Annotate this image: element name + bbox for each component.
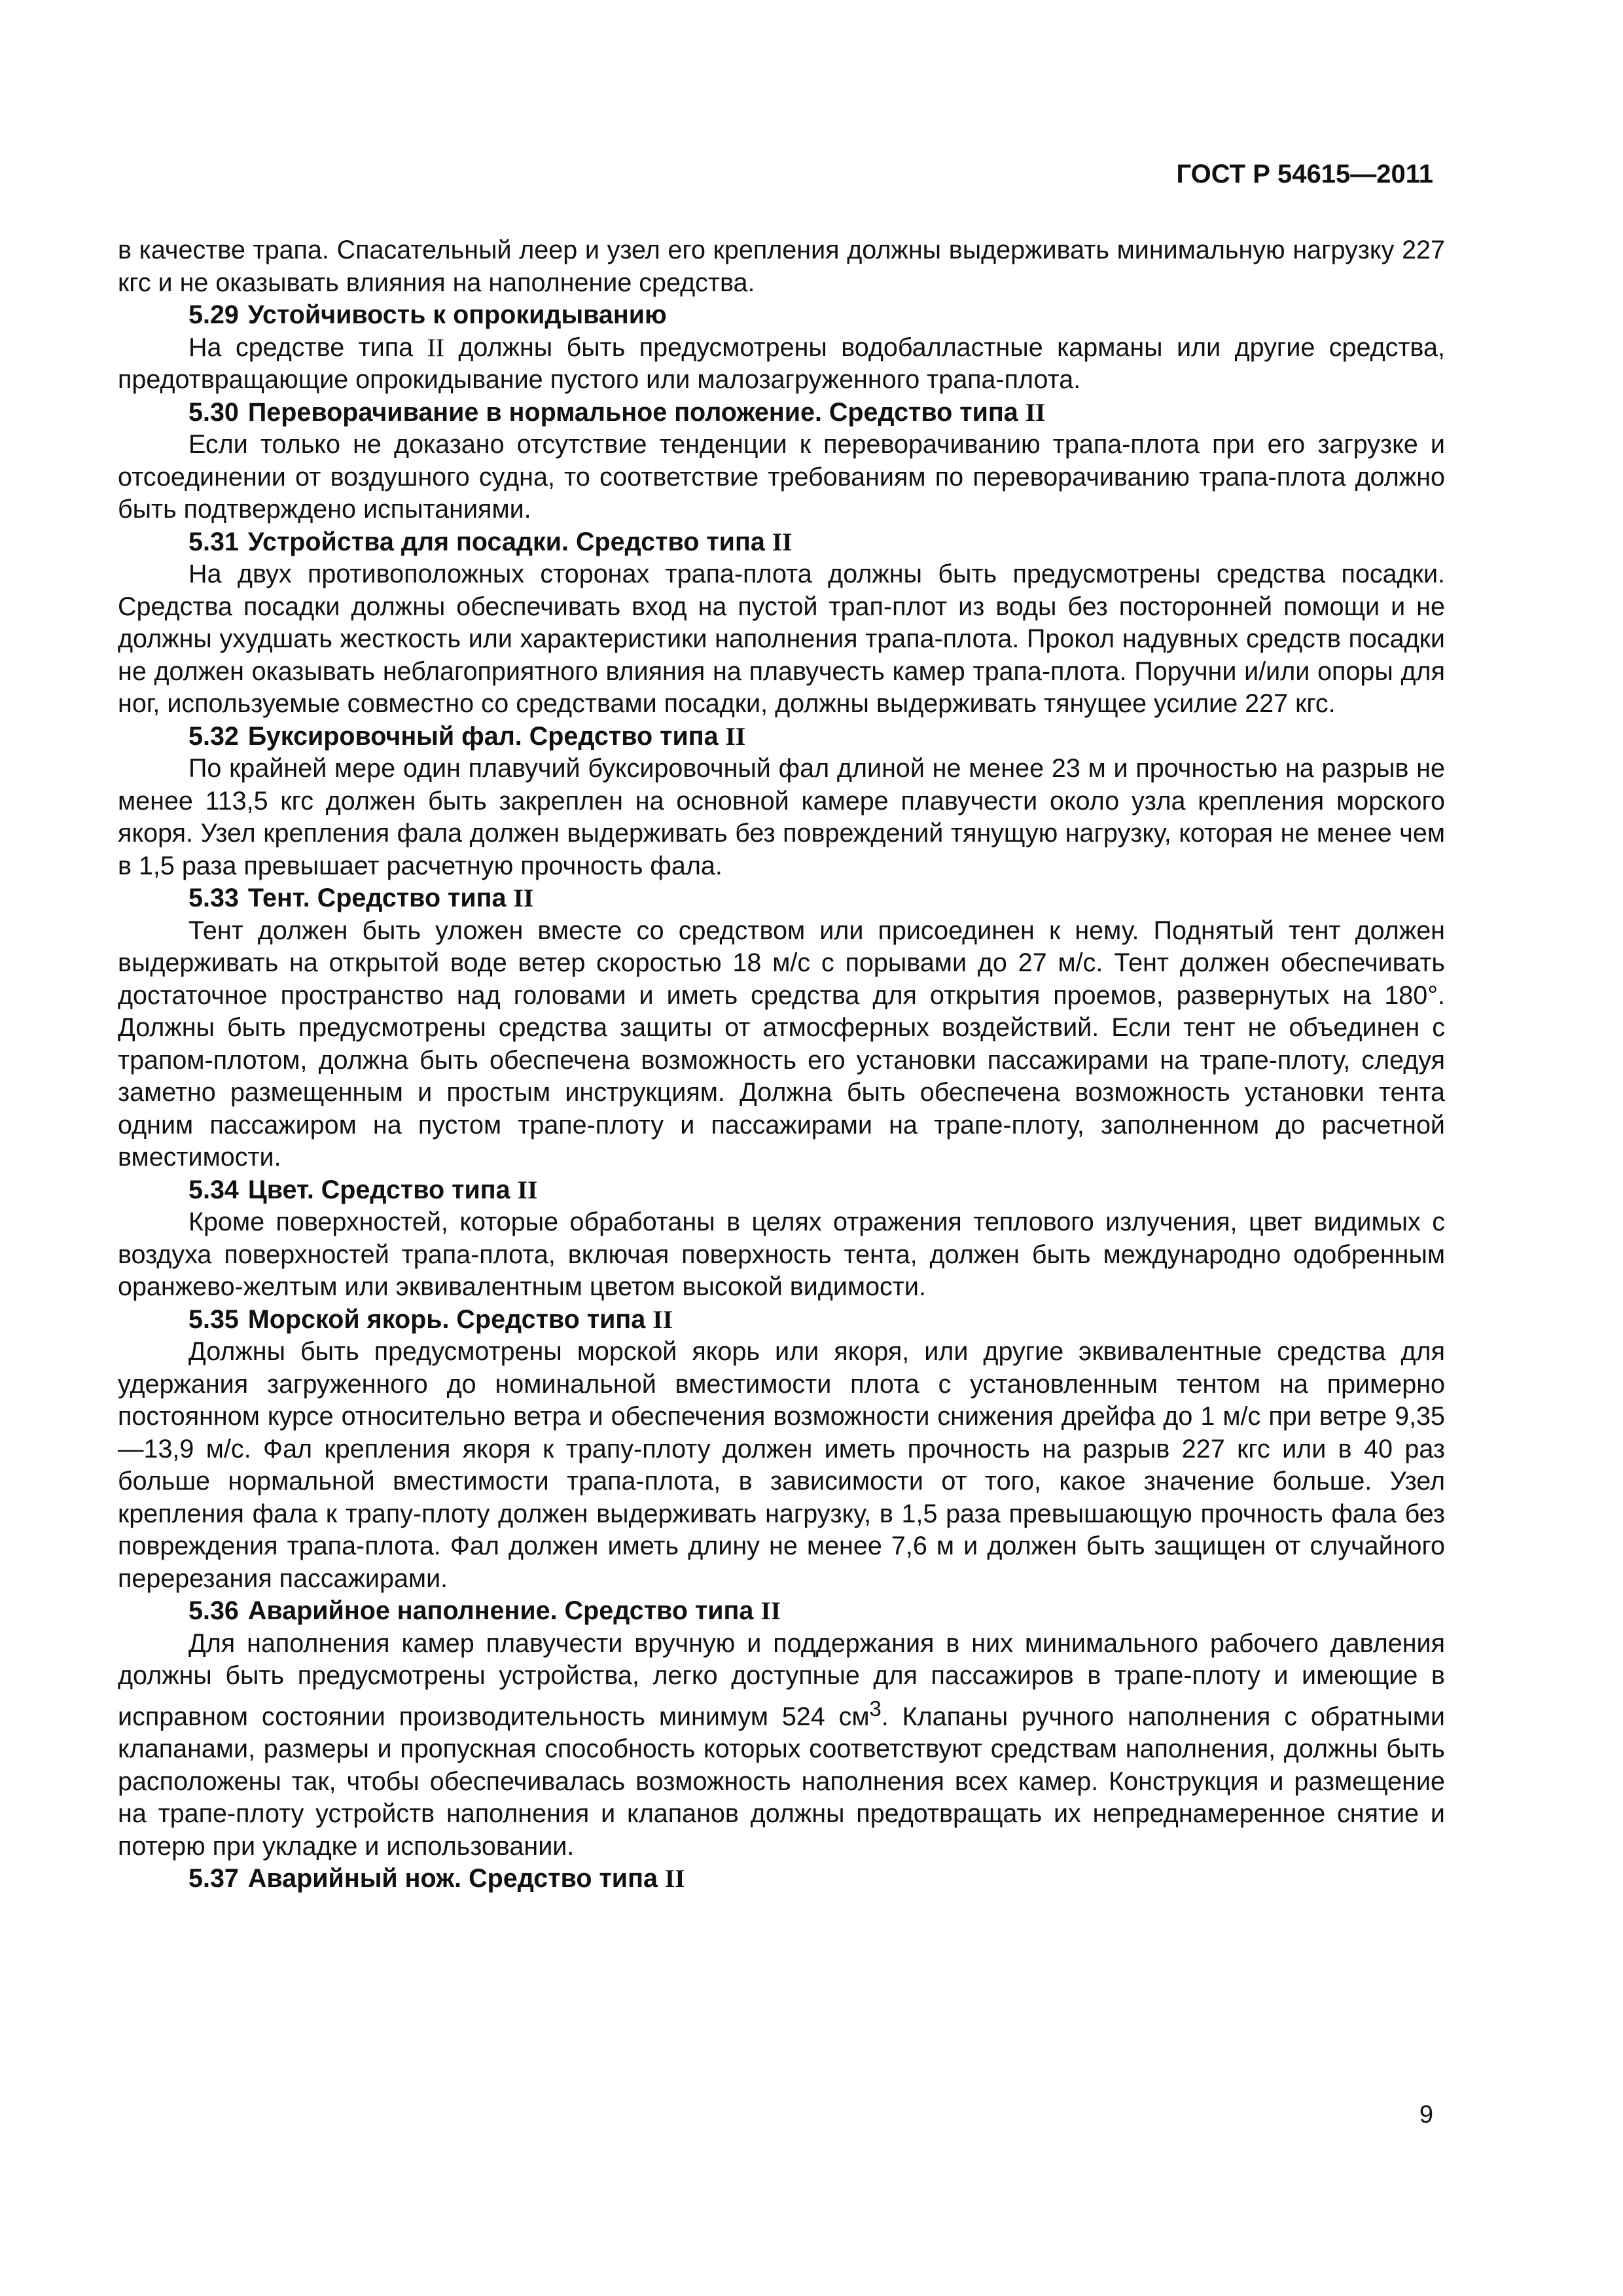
- section-title: Устройства для посадки. Средство типа: [247, 527, 765, 556]
- section-5-34-heading: [118, 1174, 1445, 1207]
- section-title: Устойчивость к опрокидыванию: [247, 300, 667, 329]
- section-number: 5.33: [188, 884, 239, 912]
- paragraph-text: На средстве типа: [188, 332, 427, 362]
- section-5-36-heading: [118, 1595, 1445, 1628]
- section-number: 5.34: [188, 1175, 239, 1204]
- paragraph-text: Для наполнения камер плавучести вручную и поддержания в них минимального рабочего давления должны быть предусмотрены устройства, легко доступные для пассажиров в трапе-плоту и имеющие в исправном состоянии производительность минимум 524 см: [118, 1628, 1445, 1731]
- section-5-35-heading: [118, 1304, 1445, 1336]
- page-number: 9: [1419, 2101, 1433, 2128]
- section-5-32-heading: [118, 721, 1445, 753]
- section-5-33-heading: [118, 882, 1445, 915]
- document-body: [118, 234, 1445, 1895]
- superscript: 3: [869, 1696, 882, 1721]
- section-5-33-paragraph: Тент должен быть уложен вместе со средством или присоединен к нему. Поднятый тент должен выдерживать на открытой воде ветер скоростью 18 м/с с порывами до 27 м/с. Тент должен обеспечивать достаточное пространство над головами и иметь средства для открытия проемов, развернутых на 180°. Должны быть предусмотрены средства защиты от атмосферных воздействий. Если тент не объединен с трапом-плотом, должна быть обеспечена возможность его установки пассажирами на трапе-плоту, следуя заметно размещенным и простым инструкциям. Должна быть обеспечена возможность установки тента одним пассажиром на пустом трапе-плоту и пассажирами на трапе-плоту, заполненном до расчетной вместимости.: [118, 916, 1445, 1172]
- document-standard-id: ГОСТ Р 54615—2011: [1176, 160, 1433, 188]
- roman-type-label: II: [772, 527, 793, 556]
- section-5-36-paragraph: [118, 1628, 1445, 1863]
- section-number: 5.35: [188, 1304, 239, 1334]
- section-5-29-heading: [118, 299, 1445, 332]
- section-5-32-paragraph: По крайней мере один плавучий буксировочный фал длиной не менее 23 м и прочностью на разрыв не менее 113,5 кгс должен быть закреплен на основной камере плавучести около узла крепления морского якоря. Узел крепления фала должен выдерживать без повреждений тянущую нагрузку, которая не менее чем в 1,5 раза превышает расчетную прочность фала.: [118, 754, 1445, 880]
- section-title: Тент. Средство типа: [247, 884, 507, 912]
- section-title: Аварийный нож. Средство типа: [247, 1864, 658, 1893]
- section-5-30-paragraph: Если только не доказано отсутствие тенденции к переворачиванию трапа-плота при его загрузке и отсоединении от воздушного судна, то соответствие требованиям по переворачиванию трапа-плота должно быть подтверждено испытаниями.: [118, 430, 1445, 524]
- section-5-34-paragraph: Кроме поверхностей, которые обработаны в целях отражения теплового излучения, цвет видимых с воздуха поверхностей трапа-плота, включая поверхность тента, должен быть международно одобренным оранжево-желтым или эквивалентным цветом высокой видимости.: [118, 1208, 1445, 1301]
- paragraph-text: должны быть предусмотрены водобалластные карманы или другие средства, предотвращающие опрокидывание пустого или малозагруженного трапа-плота.: [118, 332, 1445, 394]
- roman-type-label: II: [760, 1596, 781, 1625]
- section-number: 5.30: [188, 397, 239, 427]
- section-title: Переворачивание в нормальное положение. Средство типа: [247, 397, 1018, 427]
- section-5-29-paragraph: [118, 332, 1445, 397]
- section-5-37-heading: [118, 1863, 1445, 1895]
- roman-type-label: II: [427, 332, 444, 362]
- section-number: 5.31: [188, 527, 239, 556]
- intro-paragraph: в качестве трапа. Спасательный леер и узел его крепления должны выдерживать минимальную нагрузку 227 кгс и не оказывать влияния на наполнение средства.: [118, 236, 1445, 297]
- roman-type-label: II: [725, 721, 746, 751]
- section-title: Цвет. Средство типа: [247, 1175, 510, 1204]
- section-number: 5.32: [188, 721, 239, 751]
- roman-type-label: II: [664, 1864, 685, 1893]
- section-5-35-paragraph: Должны быть предусмотрены морской якорь или якоря, или другие эквивалентные средства для удержания загруженного до номинальной вместимости плота с установленным тентом на примерно постоянном курсе относительно ветра и обеспечения возможности снижения дрейфа до 1 м/с при ветре 9,35—13,9 м/с. Фал крепления якоря к трапу-плоту должен иметь прочность на разрыв 227 кгс или в 40 раз больше нормальной вместимости трапа-плота, в зависимости от того, какое значение больше. Узел крепления фала к трапу-плоту должен выдерживать нагрузку, в 1,5 раза превышающую прочность фала без повреждения трапа-плота. Фал должен иметь длину не менее 7,6 м и должен быть защищен от случайного перерезания пассажирами.: [118, 1337, 1445, 1593]
- roman-type-label: II: [652, 1304, 673, 1334]
- roman-type-label: II: [517, 1175, 538, 1204]
- section-number: 5.29: [188, 300, 239, 329]
- section-number: 5.37: [188, 1864, 239, 1893]
- roman-type-label: II: [513, 884, 534, 912]
- roman-type-label: II: [1025, 397, 1046, 427]
- section-number: 5.36: [188, 1596, 239, 1625]
- section-5-30-heading: [118, 397, 1445, 429]
- section-title: Морской якорь. Средство типа: [247, 1304, 646, 1334]
- section-title: Буксировочный фал. Средство типа: [247, 721, 719, 751]
- section-5-31-paragraph: На двух противоположных сторонах трапа-плота должны быть предусмотрены средства посадки. Средства посадки должны обеспечивать вход на пустой трап-плот из воды без посторонней помощи и не должны ухудшать жесткость или характеристики наполнения трапа-плота. Прокол надувных средств посадки не должен оказывать неблагоприятного влияния на плавучесть камер трапа-плота. Поручни и/или опоры для ног, используемые совместно со средствами посадки, должны выдерживать тянущее усилие 227 кгс.: [118, 560, 1445, 718]
- section-title: Аварийное наполнение. Средство типа: [247, 1596, 754, 1625]
- section-5-31-heading: [118, 526, 1445, 559]
- paragraph-text: . Клапаны ручного наполнения с обратными клапанами, размеры и пропускная способность которых соответствуют средствам наполнения, должны быть расположены так, чтобы обеспечивалась возможность наполнения всех камер. Конструкция и размещение на трапе-плоту устройств наполнения и клапанов должны предотвращать их непреднамеренное снятие и потерю при укладке и использовании.: [118, 1702, 1445, 1861]
